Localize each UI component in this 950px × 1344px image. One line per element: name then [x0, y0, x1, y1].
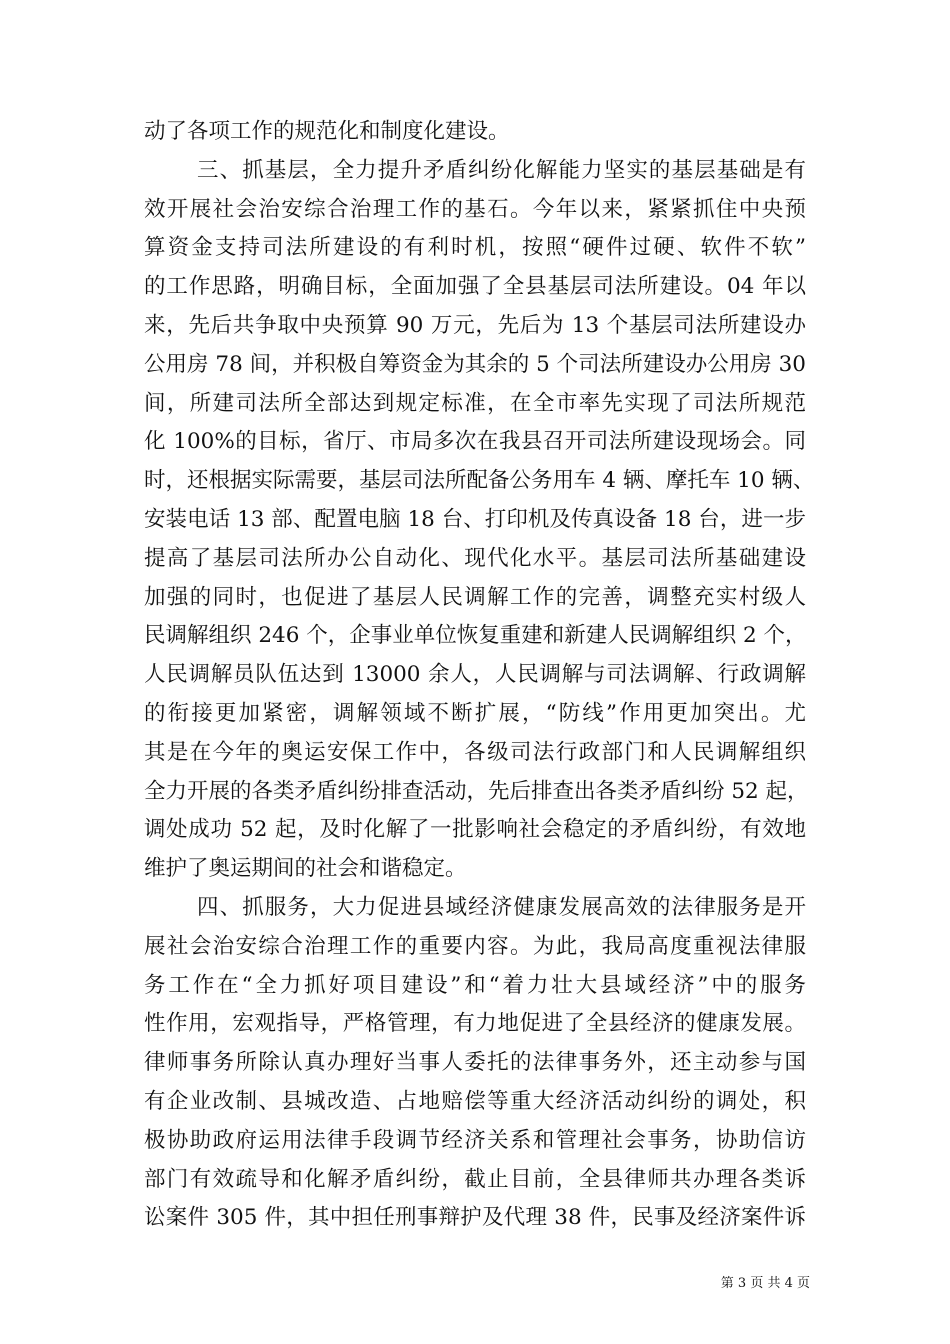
paragraph-line: 全力开展的各类矛盾纠纷排查活动，先后排查出各类矛盾纠纷 52 起， [144, 778, 809, 804]
paragraph-line: 时，还根据实际需要，基层司法所配备公务用车 4 辆、摩托车 10 辆、 [144, 468, 815, 494]
paragraph-line: 务工作在“全力抓好项目建设”和“着力壮大县域经济”中的服务 [144, 972, 806, 998]
paragraph-line: 三、抓基层，全力提升矛盾纠纷化解能力坚实的基层基础是有 [197, 157, 806, 183]
paragraph-line: 四、抓服务，大力促进县域经济健康发展高效的法律服务是开 [197, 894, 806, 920]
paragraph-line: 其是在今年的奥运安保工作中，各级司法行政部门和人民调解组织 [144, 739, 806, 765]
paragraph-line: 效开展社会治安综合治理工作的基石。今年以来，紧紧抓住中央预 [144, 196, 806, 222]
paragraph-line: 调处成功 52 起，及时化解了一批影响社会稳定的矛盾纠纷，有效地 [144, 817, 806, 843]
paragraph-line: 维护了奥运期间的社会和谐稳定。 [144, 856, 467, 882]
paragraph-line: 讼案件 305 件，其中担任刑事辩护及代理 38 件，民事及经济案件诉 [144, 1205, 806, 1231]
paragraph-line: 间，所建司法所全部达到规定标准，在全市率先实现了司法所规范 [144, 390, 806, 416]
paragraph-line: 公用房 78 间，并积极自筹资金为其余的 5 个司法所建设办公用房 30 [144, 351, 806, 377]
paragraph-line: 有企业改制、县城改造、占地赔偿等重大经济活动纠纷的调处，积 [144, 1088, 806, 1114]
document-body [144, 113, 815, 1238]
paragraph-line: 律师事务所除认真办理好当事人委托的法律事务外，还主动参与国 [144, 1050, 806, 1076]
paragraph-line: 动了各项工作的规范化和制度化建设。 [144, 119, 510, 144]
page-number: 第 3 页 共 4 页 [720, 1276, 810, 1291]
paragraph-line: 部门有效疏导和化解矛盾纠纷，截止目前，全县律师共办理各类诉 [144, 1166, 806, 1192]
paragraph-line: 化 100%的目标，省厅、市局多次在我县召开司法所建设现场会。同 [144, 429, 806, 455]
paragraph-line: 民调解组织 246 个，企事业单位恢复重建和新建人民调解组织 2 个， [144, 623, 807, 649]
paragraph-line: 展社会治安综合治理工作的重要内容。为此，我局高度重视法律服 [144, 933, 806, 959]
paragraph-line: 算资金支持司法所建设的有利时机，按照“硬件过硬、软件不软” [144, 235, 806, 261]
paragraph-line: 性作用，宏观指导，严格管理，有力地促进了全县经济的健康发展。 [144, 1011, 806, 1037]
paragraph-line: 极协助政府运用法律手段调节经济关系和管理社会事务，协助信访 [144, 1127, 806, 1153]
paragraph-line: 的衔接更加紧密，调解领域不断扩展，“防线”作用更加突出。尤 [144, 700, 806, 726]
paragraph-line: 安装电话 13 部、配置电脑 18 台、打印机及传真设备 18 台，进一步 [144, 506, 806, 532]
paragraph-line: 提高了基层司法所办公自动化、现代化水平。基层司法所基础建设 [144, 545, 806, 571]
paragraph-line: 人民调解员队伍达到 13000 余人，人民调解与司法调解、行政调解 [144, 662, 806, 688]
paragraph-line: 的工作思路，明确目标，全面加强了全县基层司法所建设。04 年以 [144, 274, 806, 300]
paragraph-line: 来，先后共争取中央预算 90 万元，先后为 13 个基层司法所建设办 [144, 312, 806, 338]
paragraph-line: 加强的同时，也促进了基层人民调解工作的完善，调整充实村级人 [144, 584, 806, 610]
